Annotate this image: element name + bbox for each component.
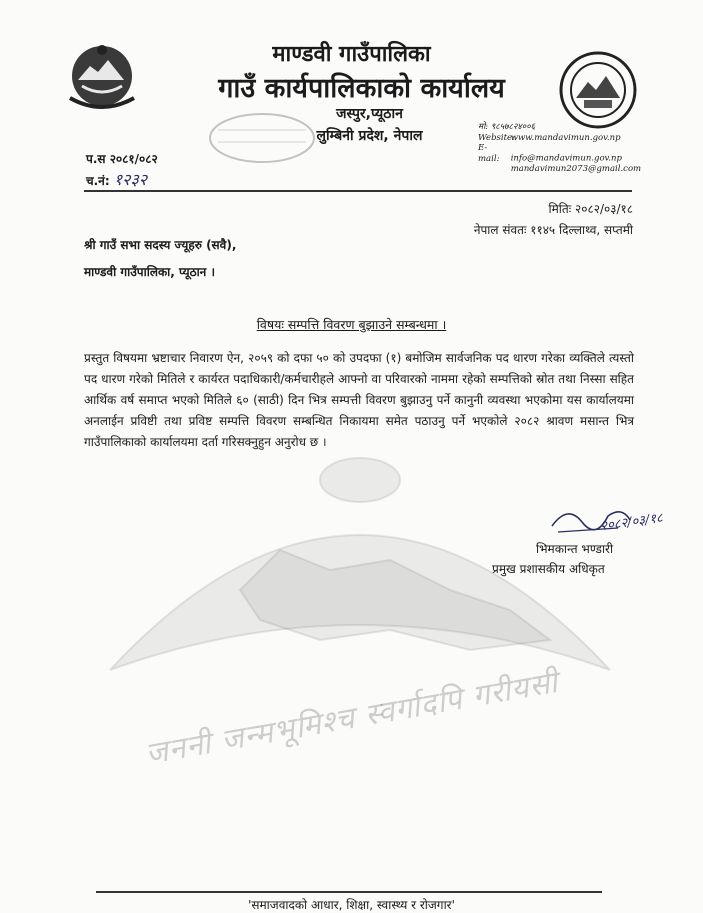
addressee-line-1: श्री गाउँ सभा सदस्य ज्यूहरु (सवै), [84,238,237,252]
contact-block [478,122,641,175]
nepal-samvat-date: नेपाल संवतः ११४५ दिल्लाथ्व, सप्तमी [473,223,633,237]
letter-subject: विषयः सम्पत्ति विवरण बुझाउने सम्बन्धमा । [256,317,447,332]
office-stamp-icon [208,112,316,164]
municipality-name: माण्डवी गाउँपालिका [272,42,431,67]
watermark-motto: जननी जन्मभूमिश्च स्वर्गादपि गरीयसी [142,664,561,773]
cn-value: १२३२ [113,170,148,189]
signature-date: २०८२/०३/१८ [599,510,664,535]
addressee-line-2: माण्डवी गाउँपालिका, प्यूठान । [84,265,216,279]
office-name: गाउँ कार्यपालिकाको कार्यालय [218,73,505,104]
phone-label: मो: [478,122,489,132]
cn-reference [86,168,147,190]
email-link-1[interactable]: info@mandavimun.gov.np [510,153,622,164]
ps-reference [86,150,158,167]
footer-divider [96,891,602,893]
office-location: जस्पुर,प्यूठान [336,106,403,122]
website-link[interactable]: www.mandavimun.gov.np [510,132,621,143]
letter-body: प्रस्तुत विषयमा भ्रष्टाचार निवारण ऐन, २०५९ को दफा ५० को उपदफा (१) बमोजिम सार्वजनिक पद धारण गरेका व्यक्तिले त्यस्तो पद धारण गरेको मितिले र कार्यरत पदाधिकारी/कर्मचारीहले आफ्नो वा परिवारको नाममा रहेको सम्पत्तिको स्रोत तथा निस्सा सहित आर्थिक वर्ष समाप्त भएको मितिले ६० (साठी) दिन भित्र सम्पत्ती विवरण बुझाउनु पर्ने कानुनी व्यवस्था भएकोमा यस कार्यालयमा अनलाईन प्रविष्टी तथा प्रविष्ट सम्पत्ति विवरण सम्बन्धित निकायमा समेत पठाउनु पर्ने भएकोले २०८२ श्रावण मसान्त भित्र गाउँपालिकाको कार्यालयमा दर्ता गरिसक्नुहुन अनुरोध छ । [84,351,634,449]
email-label: E-mail: [478,143,500,164]
email-link-2[interactable]: mandavimun2073@gmail.com [510,164,642,174]
office-province: लुम्बिनी प्रदेश, नेपाल [316,128,423,144]
ps-label: प.स [86,152,106,166]
letter-date: मितिः २०८२/०३/१८ [548,202,633,216]
signatory-name: भिमकान्त भण्डारी [536,542,614,556]
cn-label: च.नं: [86,174,110,188]
signatory-title: प्रमुख प्रशासकीय अधिकृत [492,562,605,576]
phone-number: ९८५७८२४००६ [490,122,536,132]
ps-value: २०८१/०८२ [109,152,158,166]
header-divider [84,190,632,192]
footer-slogan: 'समाजवादको आधार, शिक्षा, स्वास्थ्य र रोजगार' [248,898,455,912]
website-label: Website: [478,132,515,143]
